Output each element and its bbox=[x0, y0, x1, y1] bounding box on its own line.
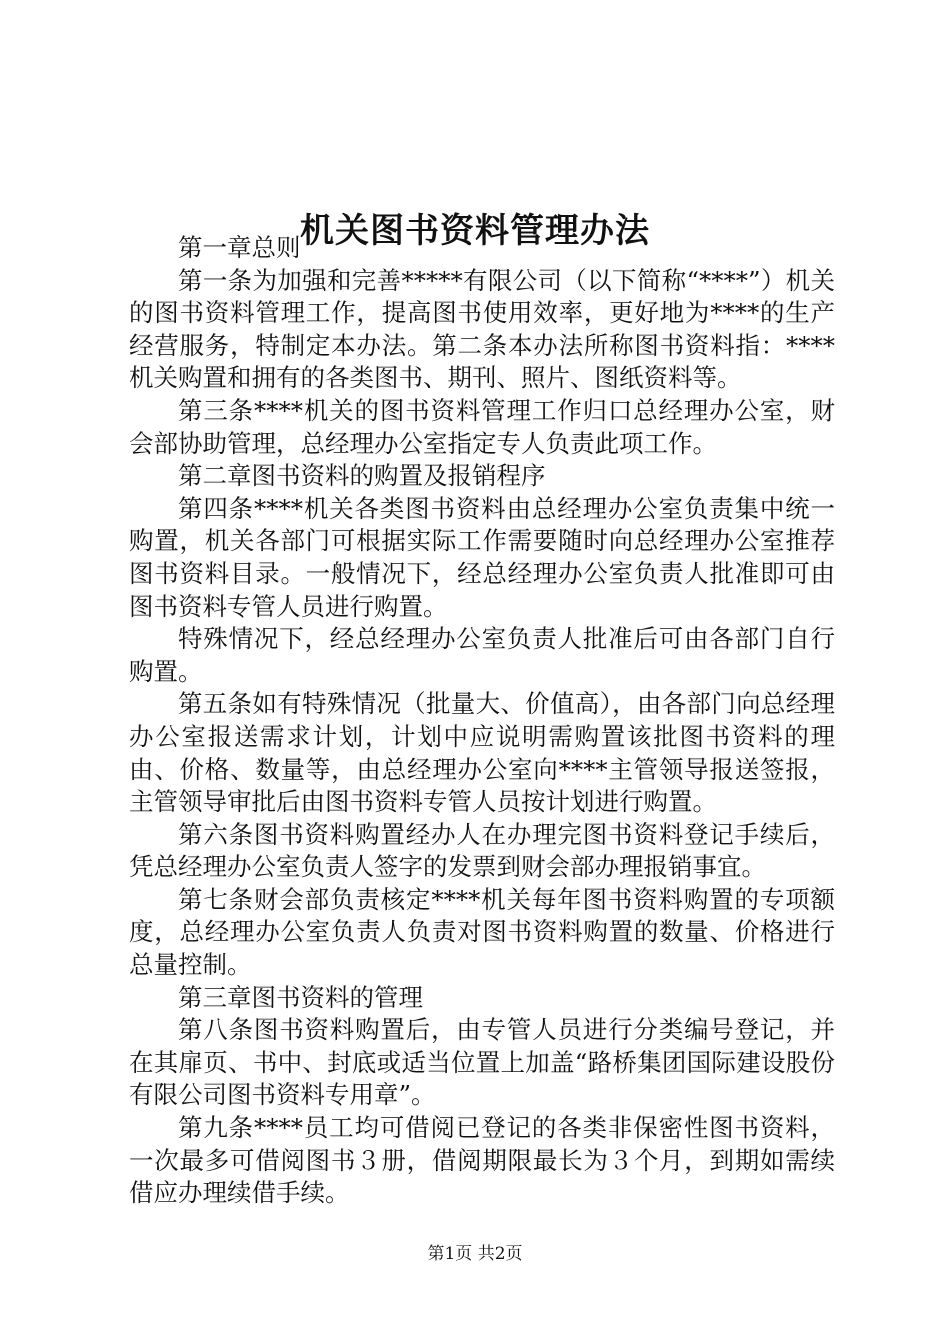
article-paragraph: 第七条财会部负责核定****机关每年图书资料购置的专项额度，总经理办公室负责人负责对图书资料购置的数量、价格进行总量控制。 bbox=[129, 884, 835, 980]
document-body bbox=[129, 232, 835, 1210]
chapter-heading: 第三章图书资料的管理 bbox=[178, 982, 423, 1012]
chapter-heading: 第二章图书资料的购置及报销程序 bbox=[178, 461, 546, 491]
document-title: 机关图书资料管理办法 bbox=[300, 210, 650, 251]
article-paragraph: 第三条****机关的图书资料管理工作归口总经理办公室，财会部协助管理，总经理办公室指定专人负责此项工作。 bbox=[129, 395, 835, 458]
article-paragraph: 第一条为加强和完善*****有限公司（以下简称“****”）机关的图书资料管理工作，提高图书使用效率，更好地为****的生产经营服务，特制定本办法。第二条本办法所称图书资料指：****机关购置和拥有的各类图书、期刊、照片、图纸资料等。 bbox=[129, 265, 835, 393]
chapter-heading: 第一章总则 bbox=[178, 233, 301, 262]
article-paragraph: 第九条****员工均可借阅已登记的各类非保密性图书资料，一次最多可借阅图书３册，借阅期限最长为３个月，到期如需续借应办理续借手续。 bbox=[129, 1113, 835, 1208]
page-number-footer: 第1页 共2页 bbox=[427, 1244, 523, 1264]
article-paragraph: 特殊情况下，经总经理办公室负责人批准后可由各部门自行购置。 bbox=[129, 624, 835, 686]
article-paragraph: 第六条图书资料购置经办人在办理完图书资料登记手续后，凭总经理办公室负责人签字的发票到财会部办理报销事宜。 bbox=[129, 819, 835, 882]
article-paragraph: 第四条****机关各类图书资料由总经理办公室负责集中统一购置，机关各部门可根据实际工作需要随时向总经理办公室推荐图书资料目录。一般情况下，经总经理办公室负责人批准即可由图书资料专管人员进行购置。 bbox=[129, 493, 835, 621]
article-paragraph: 第八条图书资料购置后，由专管人员进行分类编号登记，并在其扉页、书中、封底或适当位置上加盖“路桥集团国际建设股份有限公司图书资料专用章”。 bbox=[129, 1015, 835, 1110]
article-paragraph: 第五条如有特殊情况（批量大、价值高），由各部门向总经理办公室报送需求计划，计划中应说明需购置该批图书资料的理由、价格、数量等，由总经理办公室向****主管领导报送签报，主管领导审批后由图书资料专管人员按计划进行购置。 bbox=[129, 689, 835, 817]
